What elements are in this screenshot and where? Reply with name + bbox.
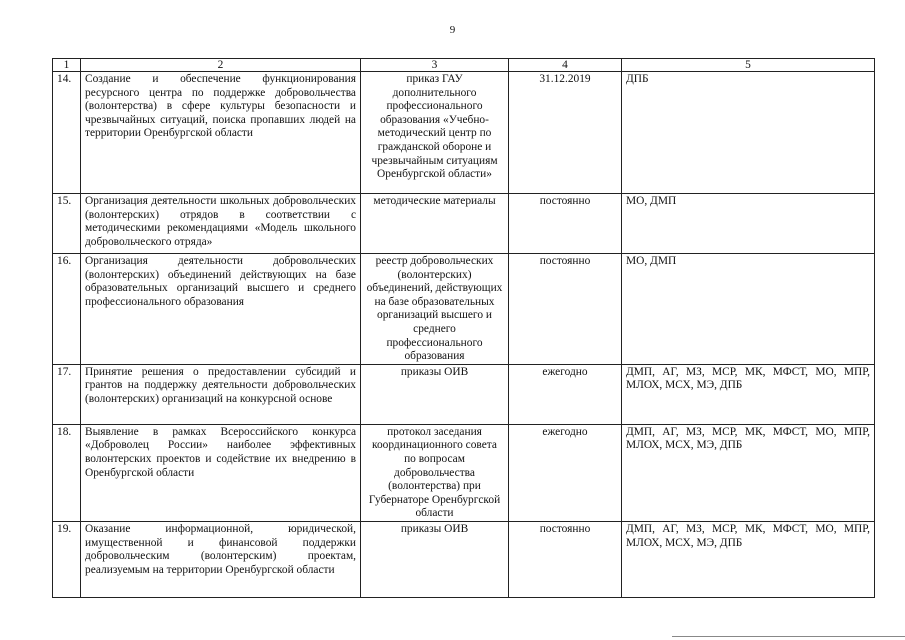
deadline: постоянно [509, 194, 622, 254]
table-row [53, 364, 875, 424]
measure-name: Организация деятельности школьных добровольческих (волонтерских) отрядов в соответствии с методическими рекомендациями «Модель школьного добровольческого отряда» [81, 194, 361, 254]
executors: ДМП, АГ, МЗ, МСР, МК, МФСТ, МО, МПР, МЛОХ, МСХ, МЭ, ДПБ [622, 364, 875, 424]
measure-name: Организация деятельности добровольческих (волонтерских) объединений действующих на базе образовательных организаций высшего и среднего профессионального образования [81, 254, 361, 365]
table-header [53, 59, 875, 72]
measure-name: Принятие решения о предоставлении субсидий и грантов на поддержку деятельности добровольческих (волонтерских) организаций на конкурсной основе [81, 364, 361, 424]
row-number: 19. [53, 521, 81, 597]
header-col-2: 2 [81, 59, 361, 72]
executors: ДПБ [622, 72, 875, 194]
result-document: приказ ГАУ дополнительного профессионального образования «Учебно-методический центр по гражданской обороне и чрезвычайным ситуациям Оренбургской области» [361, 72, 509, 194]
row-number: 14. [53, 72, 81, 194]
executors: МО, ДМП [622, 194, 875, 254]
result-document: приказы ОИВ [361, 364, 509, 424]
table-row [53, 72, 875, 194]
header-col-3: 3 [361, 59, 509, 72]
executors: ДМП, АГ, МЗ, МСР, МК, МФСТ, МО, МПР, МЛОХ, МСХ, МЭ, ДПБ [622, 424, 875, 521]
executors: ДМП, АГ, МЗ, МСР, МК, МФСТ, МО, МПР, МЛОХ, МСХ, МЭ, ДПБ [622, 521, 875, 597]
row-number: 15. [53, 194, 81, 254]
table-row [53, 521, 875, 597]
deadline: постоянно [509, 521, 622, 597]
deadline: ежегодно [509, 364, 622, 424]
result-document: приказы ОИВ [361, 521, 509, 597]
row-number: 16. [53, 254, 81, 365]
result-document: реестр добровольческих (волонтерских) объединений, действующих на базе образовательных организаций высшего и среднего профессионального образования [361, 254, 509, 365]
header-col-5: 5 [622, 59, 875, 72]
deadline: 31.12.2019 [509, 72, 622, 194]
measure-name: Создание и обеспечение функционирования ресурсного центра по поддержке добровольчества (волонтерства) в сфере культуры безопасности и чрезвычайных ситуаций, поиска пропавших людей на территории Оренбургской области [81, 72, 361, 194]
row-number: 18. [53, 424, 81, 521]
bottom-divider [672, 636, 905, 637]
header-row [53, 59, 875, 72]
executors: МО, ДМП [622, 254, 875, 365]
deadline: постоянно [509, 254, 622, 365]
measure-name: Оказание информационной, юридической, имущественной и финансовой поддержки добровольческим (волонтерским) проектам, реализуемым на территории Оренбургской области [81, 521, 361, 597]
header-col-1: 1 [53, 59, 81, 72]
result-document: протокол заседания координационного совета по вопросам добровольчества (волонтерства) при Губернаторе Оренбургской области [361, 424, 509, 521]
result-document: методические материалы [361, 194, 509, 254]
table-row [53, 424, 875, 521]
table-body [53, 72, 875, 598]
table-row [53, 194, 875, 254]
plan-table [52, 58, 875, 598]
page-number: 9 [449, 24, 456, 36]
row-number: 17. [53, 364, 81, 424]
deadline: ежегодно [509, 424, 622, 521]
header-col-4: 4 [509, 59, 622, 72]
measure-name: Выявление в рамках Всероссийского конкурса «Доброволец России» наиболее эффективных волонтерских проектов и содействие их внедрению в Оренбургской области [81, 424, 361, 521]
table-row [53, 254, 875, 365]
